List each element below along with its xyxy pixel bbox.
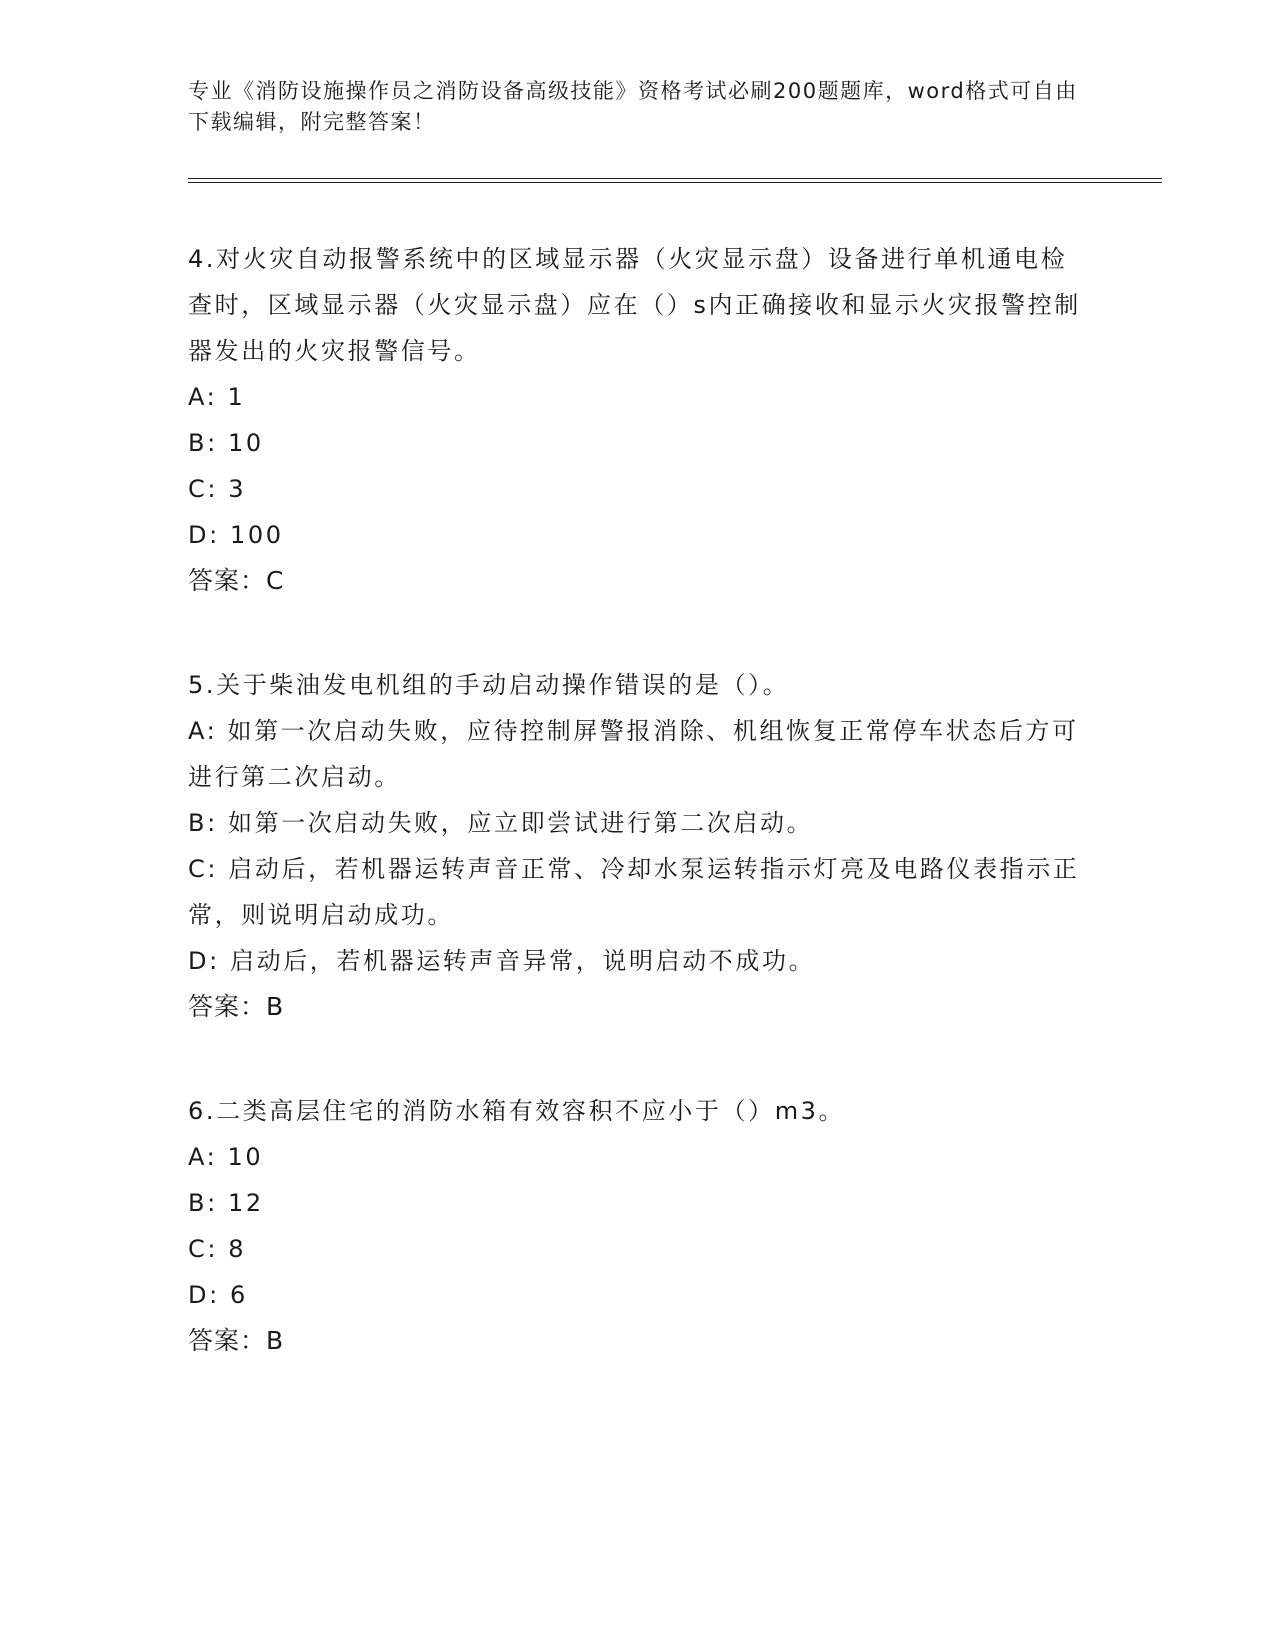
answer-line: 答案：C bbox=[188, 566, 285, 595]
option-a: A: 10 bbox=[188, 1143, 264, 1171]
question-4 bbox=[188, 236, 1088, 604]
option-d: D: 启动后，若机器运转声音异常，说明启动不成功。 bbox=[188, 947, 816, 975]
option-c: C: 启动后，若机器运转声音正常、冷却水泵运转指示灯亮及电路仪表指示正常，则说明启动成功。 bbox=[188, 855, 1080, 929]
option-b: B: 12 bbox=[188, 1189, 264, 1217]
option-c: C: 8 bbox=[188, 1235, 247, 1263]
header-double-rule bbox=[188, 178, 1162, 183]
question-text: 5.关于柴油发电机组的手动启动操作错误的是（）。 bbox=[188, 671, 790, 699]
option-b: B: 10 bbox=[188, 429, 264, 457]
question-text: 4.对火灾自动报警系统中的区域显示器（火灾显示盘）设备进行单机通电检查时，区域显示器（火灾显示盘）应在（）s内正确接收和显示火灾报警控制器发出的火灾报警信号。 bbox=[188, 245, 1081, 365]
option-b: B: 如第一次启动失败，应立即尝试进行第二次启动。 bbox=[188, 809, 814, 837]
question-text: 6.二类高层住宅的消防水箱有效容积不应小于（）m3。 bbox=[188, 1097, 846, 1125]
option-a: A: 如第一次启动失败，应待控制屏警报消除、机组恢复正常停车状态后方可进行第二次启动。 bbox=[188, 717, 1079, 791]
question-list bbox=[188, 236, 1088, 1422]
option-a: A: 1 bbox=[188, 383, 246, 411]
document-header-intro: 专业《消防设施操作员之消防设备高级技能》资格考试必刷200题题库，word格式可自由下载编辑，附完整答案！ bbox=[188, 79, 1078, 134]
question-6 bbox=[188, 1088, 1088, 1364]
answer-line: 答案：B bbox=[188, 1326, 285, 1355]
option-d: D: 100 bbox=[188, 521, 284, 549]
question-5 bbox=[188, 662, 1088, 1030]
answer-line: 答案：B bbox=[188, 992, 285, 1021]
option-d: D: 6 bbox=[188, 1281, 248, 1309]
option-c: C: 3 bbox=[188, 475, 247, 503]
